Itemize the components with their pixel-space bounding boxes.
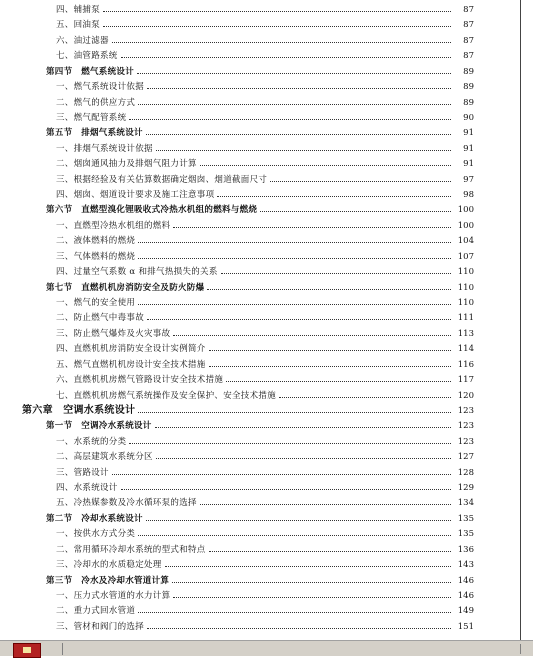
- toc-entry-page-number: 120: [457, 390, 474, 401]
- dot-leader: [173, 587, 451, 598]
- toc-entry-label: 四、水系统设计: [56, 483, 118, 494]
- dot-leader: [138, 248, 451, 259]
- taskbar: [0, 640, 533, 656]
- dot-leader: [173, 217, 451, 228]
- toc-entry-label: 三、管材和阀门的选择: [56, 621, 145, 632]
- toc-entry-label: 三、气体燃料的燃烧: [56, 251, 136, 262]
- toc-entry-item[interactable]: [56, 1, 474, 17]
- toc-entry-label: 第二节 冷却水系统设计: [46, 513, 143, 524]
- toc-entry-item[interactable]: [56, 556, 474, 572]
- toc-entry-item[interactable]: [56, 16, 474, 32]
- toc-entry-label: 三、管路设计: [56, 467, 109, 478]
- toc-entry-item[interactable]: [56, 232, 474, 248]
- dot-leader: [103, 16, 451, 27]
- dot-leader: [226, 371, 451, 382]
- toc-entry-chapter[interactable]: [22, 402, 474, 418]
- dot-leader: [146, 510, 451, 521]
- toc-entry-section[interactable]: [46, 279, 474, 295]
- toc-entry-page-number: 87: [463, 5, 474, 15]
- dot-leader: [209, 356, 451, 367]
- dot-leader: [103, 1, 451, 12]
- toc-entry-label: 第六章 空调水系统设计: [22, 404, 136, 416]
- dot-leader: [165, 556, 451, 567]
- toc-entry-page-number: 127: [457, 452, 474, 463]
- toc-entry-item[interactable]: [56, 371, 474, 387]
- dot-leader: [129, 109, 451, 120]
- toc-entry-label: 三、根据经验及有关估算数据确定烟囱、烟道截面尺寸: [56, 174, 268, 185]
- toc-entry-label: 一、水系统的分类: [56, 436, 127, 447]
- toc-entry-label: 四、烟囱、烟道设计要求及施工注意事项: [56, 190, 215, 201]
- dot-leader: [138, 402, 451, 413]
- dot-leader: [138, 602, 451, 613]
- toc-entry-label: 二、重力式回水管道: [56, 606, 136, 617]
- app-icon[interactable]: [13, 643, 41, 658]
- toc-entry-label: 第一节 空调冷水系统设计: [46, 421, 152, 432]
- toc-entry-item[interactable]: [56, 587, 474, 603]
- toc-entry-label: 七、油管路系统: [56, 51, 118, 62]
- toc-entry-item[interactable]: [56, 340, 474, 356]
- dot-leader: [260, 201, 451, 212]
- toc-entry-page-number: 110: [457, 282, 474, 293]
- toc-entry-page-number: 143: [457, 560, 474, 571]
- toc-entry-page-number: 123: [457, 436, 474, 447]
- toc-entry-label: 七、直燃机机房燃气系统操作及安全保护、安全技术措施: [56, 390, 277, 401]
- toc-entry-page-number: 146: [457, 590, 474, 601]
- toc-entry-label: 二、防止燃气中毒事故: [56, 313, 145, 324]
- dot-leader: [270, 171, 451, 182]
- toc-entry-item[interactable]: [56, 248, 474, 264]
- toc-entry-item[interactable]: [56, 448, 474, 464]
- toc-entry-section[interactable]: [46, 201, 474, 217]
- toc-entry-page-number: 91: [463, 128, 474, 139]
- toc-entry-label: 第五节 排烟气系统设计: [46, 128, 143, 139]
- toc-entry-label: 三、冷却水的水质稳定处理: [56, 560, 162, 571]
- toc-entry-label: 四、直燃机机房消防安全设计实例简介: [56, 344, 206, 355]
- toc-entry-label: 第三节 冷水及冷却水管道计算: [46, 575, 170, 586]
- toc-entry-page-number: 87: [463, 20, 474, 31]
- dot-leader: [138, 294, 451, 305]
- dot-leader: [129, 433, 451, 444]
- toc-entry-page-number: 116: [457, 359, 474, 370]
- toc-entry-label: 三、燃气配管系统: [56, 112, 127, 123]
- toc-entry-page-number: 135: [457, 513, 474, 524]
- toc-entry-item[interactable]: [56, 94, 474, 110]
- dot-leader: [209, 541, 451, 552]
- toc-entry-page-number: 129: [457, 483, 474, 494]
- toc-entry-page-number: 149: [457, 606, 474, 617]
- toc-entry-item[interactable]: [56, 294, 474, 310]
- toc-entry-label: 一、燃气系统设计依据: [56, 82, 145, 93]
- dot-leader: [156, 448, 451, 459]
- toc-entry-page-number: 91: [463, 159, 474, 170]
- toc-entry-label: 一、压力式水管道的水力计算: [56, 590, 171, 601]
- toc-entry-label: 一、燃气的安全使用: [56, 297, 136, 308]
- toc-entry-page-number: 134: [457, 498, 474, 509]
- toc-entry-page-number: 104: [457, 236, 474, 247]
- toc-entry-label: 二、常用循环冷却水系统的型式和特点: [56, 544, 206, 555]
- toc-entry-item[interactable]: [56, 433, 474, 449]
- toc-entry-item[interactable]: [56, 32, 474, 48]
- toc-entry-section[interactable]: [46, 124, 474, 140]
- toc-entry-item[interactable]: [56, 541, 474, 557]
- toc-entry-page-number: 111: [457, 313, 474, 324]
- dot-leader: [200, 155, 451, 166]
- toc-entry-label: 二、燃气的供应方式: [56, 97, 136, 108]
- toc-entry-item[interactable]: [56, 171, 474, 187]
- dot-leader: [221, 263, 451, 274]
- toc-entry-section[interactable]: [46, 572, 474, 588]
- toc-entry-page-number: 97: [463, 174, 474, 185]
- toc-entry-item[interactable]: [56, 494, 474, 510]
- toc-entry-label: 四、辅捕泵: [56, 5, 101, 15]
- toc-entry-item[interactable]: [56, 217, 474, 233]
- dot-leader: [112, 464, 451, 475]
- toc-entry-label: 二、液体燃料的燃烧: [56, 236, 136, 247]
- toc-entry-label: 五、回油泵: [56, 20, 101, 31]
- dot-leader: [138, 94, 451, 105]
- dot-leader: [279, 387, 451, 398]
- toc-entry-page-number: 113: [457, 328, 474, 339]
- dot-leader: [172, 572, 451, 583]
- page-edge-rule: [520, 0, 521, 640]
- toc-entry-item[interactable]: [56, 618, 474, 634]
- toc-entry-page-number: 89: [463, 66, 474, 77]
- dot-leader: [207, 279, 451, 290]
- dot-leader: [173, 325, 451, 336]
- toc-entry-page-number: 128: [457, 467, 474, 478]
- toc-entry-page-number: 114: [457, 344, 474, 355]
- toc-entry-item[interactable]: [56, 602, 474, 618]
- toc-entry-label: 一、按供水方式分类: [56, 529, 136, 540]
- toc-entry-page-number: 110: [457, 267, 474, 278]
- dot-leader: [121, 47, 451, 58]
- toc-entry-page-number: 89: [463, 82, 474, 93]
- dot-leader: [147, 78, 451, 89]
- toc-entry-label: 第六节 直燃型溴化锂吸收式冷热水机组的燃料与燃烧: [46, 205, 258, 216]
- toc-entry-label: 第四节 燃气系统设计: [46, 66, 135, 77]
- toc-entry-page-number: 91: [463, 143, 474, 154]
- dot-leader: [112, 32, 451, 43]
- dot-leader: [138, 232, 451, 243]
- toc-entry-page-number: 89: [463, 97, 474, 108]
- toc-entry-label: 四、过量空气系数 α 和排气热损失的关系: [56, 267, 218, 278]
- toc-entry-page-number: 117: [457, 375, 474, 386]
- dot-leader: [155, 417, 451, 428]
- toc-entry-item[interactable]: [56, 263, 474, 279]
- dot-leader: [147, 618, 451, 629]
- toc-entry-item[interactable]: [56, 325, 474, 341]
- toc-entry-section[interactable]: [46, 510, 474, 526]
- dot-leader: [146, 124, 451, 135]
- toc-entry-label: 二、烟囱通风抽力及排烟气阻力计算: [56, 159, 197, 170]
- toc-entry-label: 三、防止燃气爆炸及火灾事故: [56, 328, 171, 339]
- dot-leader: [138, 525, 451, 536]
- toc-entry-label: 五、燃气直燃机机房设计安全技术措施: [56, 359, 206, 370]
- toc-entry-page-number: 90: [463, 112, 474, 123]
- toc-entry-page-number: 123: [457, 405, 474, 416]
- taskbar-separator: [62, 643, 63, 655]
- toc-entry-item[interactable]: [56, 140, 474, 156]
- toc-entry-page-number: 87: [463, 51, 474, 62]
- toc-entry-page-number: 123: [457, 421, 474, 432]
- dot-leader: [209, 340, 451, 351]
- toc-entry-label: 六、直燃机机房燃气管路设计安全技术措施: [56, 375, 224, 386]
- toc-entry-page-number: 136: [457, 544, 474, 555]
- toc-entry-page-number: 100: [457, 205, 474, 216]
- toc-entry-label: 一、直燃型冷热水机组的燃料: [56, 220, 171, 231]
- toc-entry-label: 一、排烟气系统设计依据: [56, 143, 153, 154]
- toc-entry-item[interactable]: [56, 387, 474, 403]
- toc-entry-page-number: 110: [457, 297, 474, 308]
- toc-entry-page-number: 151: [457, 621, 474, 632]
- toc-entry-item[interactable]: [56, 356, 474, 372]
- toc-entry-label: 二、高层建筑水系统分区: [56, 452, 153, 463]
- toc-entry-item[interactable]: [56, 309, 474, 325]
- toc-entry-item[interactable]: [56, 47, 474, 63]
- toc-entry-item[interactable]: [56, 155, 474, 171]
- resize-handle[interactable]: [520, 644, 531, 654]
- dot-leader: [217, 186, 451, 197]
- dot-leader: [121, 479, 451, 490]
- dot-leader: [147, 309, 451, 320]
- toc-entry-item[interactable]: [56, 109, 474, 125]
- toc-entry-section[interactable]: [46, 63, 474, 79]
- dot-leader: [137, 63, 451, 74]
- toc-entry-page-number: 146: [457, 575, 474, 586]
- toc-entry-item[interactable]: [56, 186, 474, 202]
- toc-entry-item[interactable]: [56, 525, 474, 541]
- toc-entry-page-number: 107: [457, 251, 474, 262]
- toc-entry-page-number: 135: [457, 529, 474, 540]
- dot-leader: [200, 494, 451, 505]
- dot-leader: [156, 140, 451, 151]
- toc-entry-label: 第七节 直燃机机房消防安全及防火防爆: [46, 282, 205, 293]
- toc-entry-page-number: 87: [463, 35, 474, 46]
- toc-entry-page-number: 98: [463, 190, 474, 201]
- toc-entry-page-number: 100: [457, 220, 474, 231]
- toc-entry-item[interactable]: [56, 78, 474, 94]
- toc-entry-section[interactable]: [46, 417, 474, 433]
- toc-entry-item[interactable]: [56, 464, 474, 480]
- toc-entry-label: 五、冷热媒参数及冷水循环泵的选择: [56, 498, 197, 509]
- toc-entry-item[interactable]: [56, 479, 474, 495]
- toc-entry-label: 六、油过滤器: [56, 35, 109, 46]
